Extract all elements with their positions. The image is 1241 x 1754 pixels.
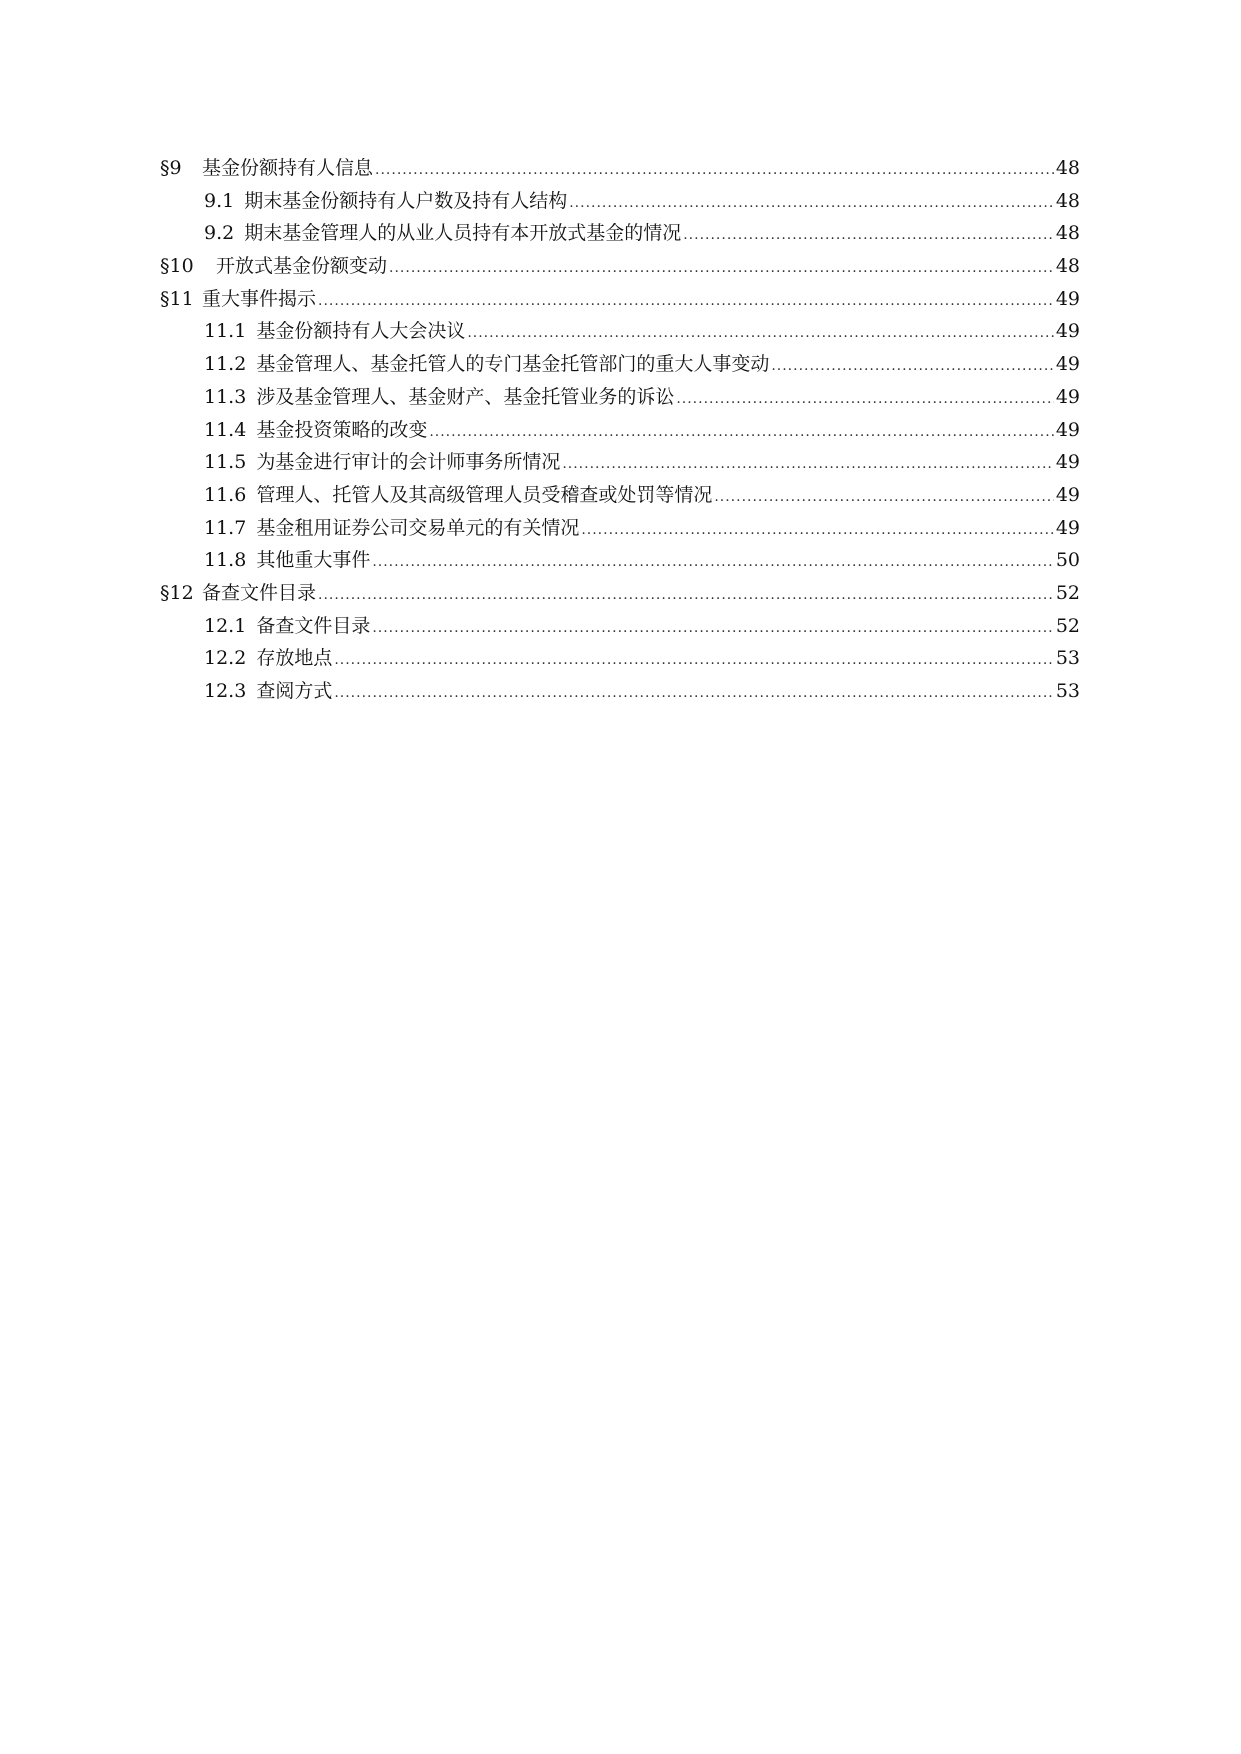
- toc-entry-page: 48: [1055, 189, 1080, 212]
- toc-dot-leader: [334, 644, 1053, 677]
- toc-entry-11-1[interactable]: [160, 315, 1080, 348]
- toc-dot-leader: [714, 481, 1053, 514]
- toc-entry-number: §9: [160, 157, 182, 179]
- toc-entry-number: §10: [160, 255, 194, 278]
- toc-entry-12[interactable]: [160, 577, 1080, 610]
- toc-entry-page: 49: [1055, 320, 1080, 343]
- toc-entry-page: 53: [1055, 647, 1080, 670]
- toc-entry-9-2[interactable]: [160, 217, 1080, 250]
- toc-entry-9[interactable]: [160, 152, 1080, 185]
- toc-entry-number: 9.1: [204, 189, 235, 212]
- toc-entry-11-4[interactable]: [160, 414, 1080, 447]
- toc-entry-number: 11.8: [204, 549, 247, 572]
- toc-entry-number: 11.3: [204, 385, 247, 408]
- toc-entry-page: 49: [1055, 418, 1080, 441]
- toc-dot-leader: [467, 317, 1053, 350]
- toc-entry-title: 基金租用证券公司交易单元的有关情况: [256, 516, 580, 539]
- toc-entry-page: 49: [1055, 353, 1080, 376]
- toc-dot-leader: [375, 154, 1054, 187]
- toc-dot-leader: [334, 677, 1053, 710]
- toc-dot-leader: [389, 252, 1054, 285]
- table-of-contents: [160, 152, 1080, 708]
- toc-entry-title: 为基金进行审计的会计师事务所情况: [256, 451, 561, 474]
- toc-entry-title: 开放式基金份额变动: [216, 255, 388, 278]
- toc-entry-number: 11.4: [204, 418, 247, 441]
- toc-dot-leader: [372, 612, 1053, 645]
- toc-entry-page: 52: [1055, 614, 1080, 637]
- toc-entry-title: 重大事件揭示: [202, 287, 317, 310]
- toc-entry-title: 存放地点: [256, 647, 333, 670]
- toc-entry-number: 12.3: [204, 680, 247, 702]
- toc-entry-title: 备查文件目录: [256, 614, 371, 637]
- toc-entry-page: 49: [1055, 451, 1080, 474]
- toc-entry-number: 12.2: [204, 647, 247, 670]
- toc-entry-number: 9.2: [204, 222, 235, 245]
- toc-entry-title: 备查文件目录: [202, 581, 317, 604]
- toc-entry-number: §11: [160, 287, 194, 310]
- toc-entry-page: 49: [1055, 483, 1080, 506]
- toc-entry-title: 涉及基金管理人、基金财产、基金托管业务的诉讼: [256, 385, 675, 408]
- toc-entry-number: 11.2: [204, 353, 247, 376]
- toc-entry-title: 期末基金份额持有人户数及持有人结构: [244, 189, 568, 212]
- toc-entry-page: 53: [1055, 680, 1080, 702]
- toc-entry-number: 11.1: [204, 320, 247, 343]
- toc-entry-number: 11.5: [204, 451, 247, 474]
- toc-entry-title: 基金份额持有人信息: [202, 157, 374, 179]
- toc-entry-12-3[interactable]: [160, 675, 1080, 708]
- toc-entry-page: 49: [1055, 516, 1080, 539]
- toc-entry-page: 49: [1055, 385, 1080, 408]
- toc-entry-page: 48: [1055, 222, 1080, 245]
- toc-dot-leader: [318, 579, 1054, 612]
- toc-dot-leader: [562, 448, 1053, 481]
- toc-entry-12-2[interactable]: [160, 642, 1080, 675]
- toc-entry-title: 基金份额持有人大会决议: [256, 320, 466, 343]
- toc-entry-11-3[interactable]: [160, 381, 1080, 414]
- toc-dot-leader: [676, 383, 1053, 416]
- toc-entry-page: 49: [1055, 287, 1080, 310]
- toc-dot-leader: [581, 514, 1053, 547]
- toc-entry-title: 基金管理人、基金托管人的专门基金托管部门的重大人事变动: [256, 353, 770, 376]
- toc-entry-title: 期末基金管理人的从业人员持有本开放式基金的情况: [244, 222, 682, 245]
- toc-dot-leader: [771, 350, 1053, 383]
- toc-dot-leader: [372, 546, 1053, 579]
- toc-entry-title: 其他重大事件: [256, 549, 371, 572]
- toc-entry-11[interactable]: [160, 283, 1080, 316]
- toc-dot-leader: [569, 187, 1054, 220]
- toc-entry-title: 基金投资策略的改变: [256, 418, 428, 441]
- toc-dot-leader: [683, 219, 1054, 252]
- toc-dot-leader: [429, 416, 1053, 449]
- toc-entry-9-1[interactable]: [160, 185, 1080, 218]
- toc-entry-12-1[interactable]: [160, 610, 1080, 643]
- toc-entry-number: §12: [160, 581, 194, 604]
- toc-entry-11-2[interactable]: [160, 348, 1080, 381]
- toc-entry-10[interactable]: [160, 250, 1080, 283]
- toc-entry-page: 52: [1055, 581, 1080, 604]
- toc-entry-title: 管理人、托管人及其高级管理人员受稽查或处罚等情况: [256, 483, 713, 506]
- toc-entry-11-8[interactable]: [160, 544, 1080, 577]
- toc-entry-page: 48: [1055, 255, 1080, 278]
- toc-entry-page: 50: [1055, 549, 1080, 572]
- toc-entry-title: 查阅方式: [256, 680, 333, 702]
- toc-dot-leader: [318, 285, 1054, 318]
- toc-entry-11-6[interactable]: [160, 479, 1080, 512]
- toc-entry-11-7[interactable]: [160, 512, 1080, 545]
- toc-entry-11-5[interactable]: [160, 446, 1080, 479]
- toc-entry-number: 11.6: [204, 483, 247, 506]
- toc-entry-number: 12.1: [204, 614, 247, 637]
- toc-entry-number: 11.7: [204, 516, 247, 539]
- toc-entry-page: 48: [1055, 157, 1080, 179]
